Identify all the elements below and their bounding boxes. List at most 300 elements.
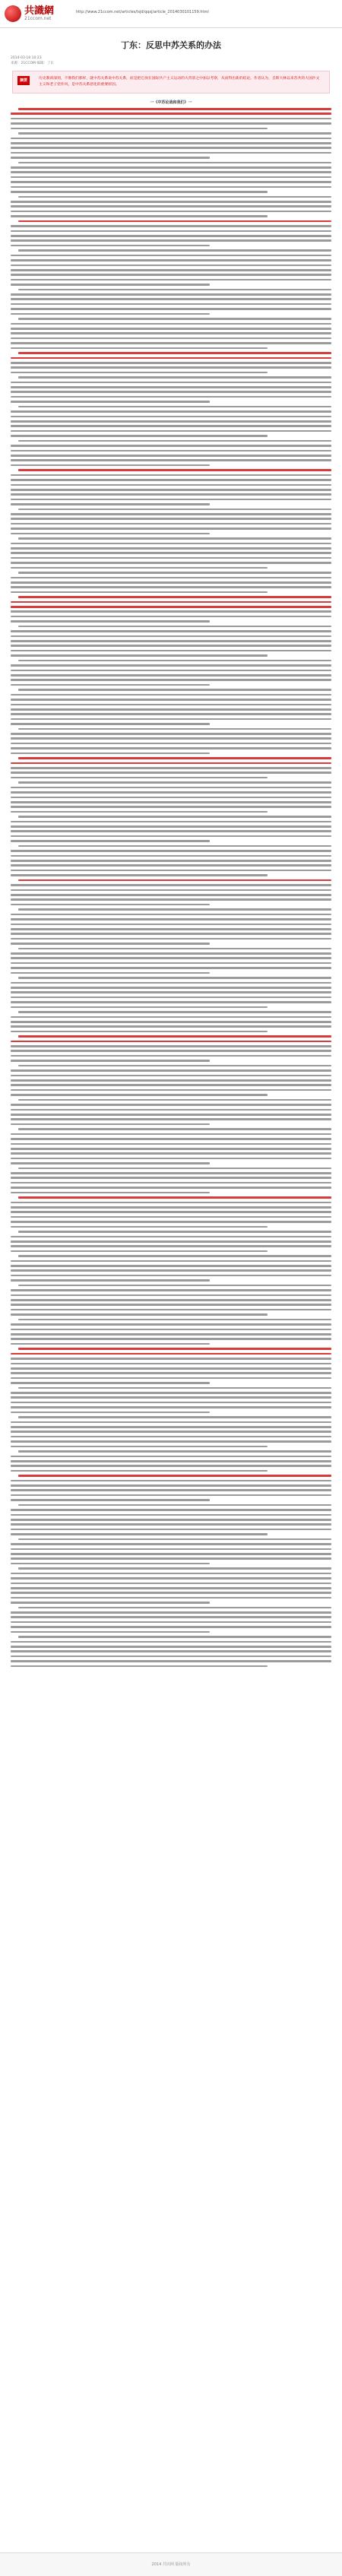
text-line: [11, 840, 210, 842]
abstract-tag: 摘要: [17, 76, 30, 85]
text-line: [11, 777, 268, 779]
text-line: [11, 1031, 268, 1033]
article-title: 丁东：反思中苏关系的办法: [121, 40, 221, 50]
text-line: [11, 391, 331, 393]
text-line: [11, 239, 331, 242]
text-line: [11, 259, 331, 261]
text-line: [11, 699, 331, 701]
text-line: [18, 626, 331, 628]
text-line: [18, 108, 331, 110]
page-footer: [0, 2552, 342, 2576]
text-line: [11, 523, 331, 525]
text-line: [11, 894, 331, 896]
article-date: 2014-03-18 10:23: [11, 56, 42, 60]
text-line: [11, 386, 331, 388]
text-line: [11, 562, 331, 564]
text-line: [11, 811, 268, 813]
text-line: [11, 430, 331, 433]
text-line: [11, 1412, 210, 1414]
text-line: [11, 694, 331, 696]
text-line: [18, 1128, 331, 1130]
text-line: [11, 860, 331, 862]
text-line: [18, 132, 331, 135]
text-line: [18, 406, 331, 408]
text-line: [11, 616, 331, 618]
text-line: [11, 1123, 210, 1126]
text-line: [11, 1250, 268, 1253]
text-line: [11, 1343, 210, 1345]
text-line: [11, 684, 210, 686]
text-line: [11, 1646, 331, 1648]
text-line: [18, 948, 331, 950]
site-logo[interactable]: [5, 3, 65, 24]
text-line: [11, 1289, 331, 1291]
text-line: [11, 284, 210, 286]
text-line: [11, 128, 268, 130]
text-line: [11, 186, 331, 189]
text-line: [11, 112, 331, 115]
text-line: [11, 211, 331, 213]
text-line: [11, 753, 210, 755]
text-line: [11, 1187, 331, 1189]
text-line: [11, 1211, 331, 1213]
text-line: [11, 489, 331, 491]
paragraph: [11, 249, 331, 285]
text-line: [11, 1162, 210, 1164]
paragraph: [11, 108, 331, 129]
text-line: [11, 279, 331, 281]
text-line: [11, 1109, 331, 1111]
text-line: [11, 1094, 268, 1096]
paragraph: [11, 977, 331, 1008]
text-line: [11, 1592, 331, 1594]
paragraph: [11, 289, 331, 315]
text-line: [11, 1260, 331, 1263]
text-line: [11, 1304, 331, 1306]
text-line: [11, 1041, 331, 1043]
text-line: [18, 1567, 331, 1570]
text-line: [11, 181, 331, 183]
text-line: [11, 924, 331, 926]
text-line: [11, 733, 331, 735]
text-line: [11, 245, 210, 247]
text-line: [11, 1104, 331, 1106]
text-line: [18, 1196, 331, 1199]
text-line: [11, 1075, 331, 1077]
text-line: [11, 884, 331, 886]
paragraph: [11, 1450, 331, 1472]
text-line: [11, 347, 268, 350]
text-line: [11, 293, 331, 296]
text-line: [11, 1158, 331, 1160]
text-line: [11, 943, 210, 945]
text-line: [11, 713, 331, 715]
text-line: [11, 855, 331, 857]
text-line: [11, 787, 331, 789]
text-line: [11, 328, 331, 330]
paragraph: [11, 626, 331, 657]
text-line: [18, 440, 331, 442]
text-line: [11, 362, 331, 364]
text-line: [11, 1396, 331, 1399]
text-line: [11, 230, 331, 233]
paragraph: [11, 1504, 331, 1535]
paragraph: [11, 948, 331, 974]
text-line: [18, 537, 331, 540]
article-meta[interactable]: 来源：21CCOM 编辑：丁东: [11, 62, 54, 65]
text-line: [11, 503, 210, 505]
text-line: [11, 474, 331, 477]
paragraph: [11, 1285, 331, 1316]
paragraph: [11, 1255, 331, 1282]
text-line: [11, 1133, 331, 1136]
text-line: [11, 606, 331, 608]
text-line: [11, 1172, 331, 1174]
text-line: [11, 967, 331, 969]
paragraph: [11, 1168, 331, 1194]
text-line: [11, 157, 210, 159]
text-line: [11, 821, 331, 823]
text-line: [18, 1065, 331, 1067]
text-line: [11, 1460, 331, 1462]
text-line: [11, 1245, 331, 1247]
paragraph: [11, 816, 331, 842]
paragraph: [11, 376, 331, 403]
text-line: [18, 689, 331, 691]
text-line: [11, 1587, 331, 1589]
text-line: [11, 166, 331, 169]
text-line: [11, 138, 331, 140]
text-line: [11, 762, 331, 765]
text-line: [11, 1372, 331, 1374]
text-line: [11, 1470, 268, 1472]
text-line: [11, 1016, 331, 1019]
text-line: [11, 1055, 331, 1057]
text-line: [11, 1079, 331, 1082]
text-line: [11, 620, 210, 623]
text-line: [11, 255, 331, 257]
text-line: [11, 898, 331, 901]
paragraph: [11, 1636, 331, 1667]
text-line: [11, 928, 331, 930]
text-line: [11, 1499, 210, 1501]
text-line: [18, 1011, 331, 1013]
text-line: [11, 962, 331, 965]
paragraph: [11, 220, 331, 247]
paragraph: [11, 757, 331, 778]
text-line: [11, 274, 331, 276]
text-line: [11, 723, 210, 725]
text-line: [11, 581, 331, 584]
text-line: [18, 1607, 331, 1609]
text-line: [11, 1446, 268, 1448]
text-line: [11, 933, 331, 935]
text-line: [11, 499, 331, 501]
text-line: [11, 674, 331, 676]
text-line: [11, 1226, 268, 1228]
text-line: [11, 225, 331, 227]
text-line: [18, 1168, 331, 1170]
text-line: [11, 1665, 268, 1668]
text-line: [11, 918, 331, 920]
paragraph: [11, 845, 331, 876]
text-line: [11, 122, 331, 125]
text-line: [11, 366, 331, 369]
text-line: [11, 1626, 331, 1628]
text-line: [11, 889, 331, 892]
paragraph: [11, 1319, 331, 1345]
text-line: [11, 1329, 331, 1331]
text-line: [18, 908, 331, 911]
text-line: [11, 850, 331, 852]
text-line: [11, 176, 331, 179]
text-line: [11, 1523, 331, 1526]
text-line: [18, 1231, 331, 1233]
text-line: [11, 1431, 331, 1433]
text-line: [11, 269, 331, 271]
text-line: [11, 1421, 331, 1424]
text-line: [18, 1504, 331, 1507]
paragraph: [11, 660, 331, 686]
text-line: [18, 1416, 331, 1418]
text-line: [11, 191, 268, 193]
paragraph: [11, 572, 331, 593]
text-line: [11, 1363, 331, 1365]
text-line: [11, 704, 331, 706]
text-line: [11, 416, 331, 418]
text-line: [11, 1514, 331, 1516]
text-line: [11, 464, 210, 467]
text-line: [11, 1275, 331, 1277]
text-line: [11, 1114, 331, 1116]
text-line: [11, 479, 331, 481]
text-line: [11, 1138, 331, 1140]
paragraph: [11, 1348, 331, 1383]
paragraph: [11, 1416, 331, 1447]
text-line: [11, 450, 331, 452]
text-line: [11, 303, 331, 306]
text-line: [11, 265, 331, 267]
text-line: [11, 1519, 331, 1521]
text-line: [11, 1025, 331, 1028]
text-line: [11, 601, 331, 604]
text-line: [11, 147, 331, 149]
text-line: [11, 1177, 331, 1179]
text-line: [11, 455, 331, 457]
text-line: [11, 864, 331, 867]
text-line: [11, 591, 268, 594]
text-line: [11, 1265, 331, 1267]
paragraph: [11, 537, 331, 569]
text-line: [11, 577, 331, 579]
text-line: [11, 323, 331, 325]
text-line: [18, 728, 331, 730]
text-line: [11, 142, 331, 144]
text-line: [11, 987, 331, 989]
text-line: [11, 171, 331, 173]
text-line: [18, 352, 331, 354]
footer-text: 2014 共识网 版权所有: [151, 2562, 191, 2567]
text-line: [11, 630, 331, 632]
text-line: [11, 1089, 331, 1092]
text-line: [11, 1543, 331, 1545]
text-line: [11, 1069, 331, 1072]
text-line: [11, 298, 331, 300]
text-line: [11, 1494, 331, 1497]
text-line: [11, 1021, 331, 1023]
text-line: [18, 879, 331, 882]
text-line: [11, 1294, 331, 1297]
text-line: [11, 337, 331, 340]
paragraph: [11, 1475, 331, 1501]
text-line: [11, 679, 331, 681]
text-line: [11, 972, 210, 974]
paragraph: [11, 196, 331, 217]
paragraph: [11, 1567, 331, 1603]
text-line: [11, 1382, 210, 1384]
text-line: [18, 757, 331, 759]
text-line: [11, 1313, 268, 1316]
text-line: [11, 1436, 331, 1438]
text-line: [11, 1240, 331, 1243]
text-line: [11, 1392, 331, 1394]
paragraph: [11, 1035, 331, 1062]
text-line: [11, 1333, 331, 1336]
section-title: 一《中苏论战和我们》一: [150, 100, 192, 105]
text-line: [11, 1309, 331, 1311]
text-line: [11, 382, 331, 384]
text-line: [11, 1402, 331, 1404]
abstract-text: 历史教训深刻，不像我们那样，就中苏关系说中苏关系，而是把它放在国际共产主义运动的大背景之中加以考察，从而得出新的结论。作者认为，自斯大林以来苏共的大国沙文主义和老子党作风，是中苏关系恶化的重要原因。: [39, 77, 320, 87]
paragraph: [11, 1607, 331, 1633]
paragraph: [11, 440, 331, 467]
text-line: [18, 1538, 331, 1541]
text-line: [11, 640, 331, 642]
text-line: [11, 1440, 331, 1443]
text-line: [11, 610, 331, 613]
text-line: [11, 342, 331, 344]
text-line: [11, 1045, 331, 1047]
paragraph: [11, 1196, 331, 1228]
text-line: [11, 235, 331, 237]
text-line: [11, 1006, 268, 1009]
text-line: [11, 1597, 331, 1599]
text-line: [18, 781, 331, 784]
text-line: [11, 982, 331, 984]
text-line: [11, 797, 331, 799]
text-line: [11, 1143, 331, 1145]
text-line: [11, 401, 210, 403]
paragraph: [11, 908, 331, 944]
text-line: [18, 509, 331, 511]
text-line: [11, 410, 331, 413]
text-line: [11, 1465, 331, 1467]
text-line: [11, 767, 331, 769]
text-line: [11, 747, 331, 749]
text-line: [11, 543, 331, 545]
text-line: [11, 874, 268, 876]
text-line: [11, 1001, 331, 1003]
paragraph: [11, 596, 331, 623]
text-line: [11, 991, 331, 993]
text-line: [11, 1573, 331, 1575]
paragraph: [11, 689, 331, 724]
text-line: [11, 708, 331, 711]
text-line: [11, 1323, 331, 1326]
site-name: 共識網: [24, 5, 55, 17]
text-line: [18, 376, 331, 379]
text-line: [11, 1206, 331, 1209]
text-line: [11, 1650, 331, 1652]
text-line: [11, 1236, 331, 1238]
text-line: [11, 1377, 331, 1380]
text-line: [11, 1509, 331, 1511]
site-header: [0, 0, 342, 28]
text-line: [11, 635, 331, 638]
text-line: [18, 1636, 331, 1638]
text-line: [11, 654, 268, 657]
text-line: [18, 1348, 331, 1350]
text-line: [11, 791, 331, 794]
text-line: [11, 1279, 210, 1282]
text-line: [11, 215, 268, 217]
text-line: [11, 533, 210, 535]
text-line: [11, 870, 331, 872]
page-url: http://www.21ccom.net/articles/lsjd/qqsj/article_2014030101159.html: [76, 10, 209, 14]
text-line: [11, 806, 331, 808]
text-line: [18, 196, 331, 198]
text-line: [11, 513, 331, 515]
text-line: [18, 1035, 331, 1038]
text-line: [11, 152, 331, 154]
text-line: [18, 660, 331, 662]
text-line: [11, 718, 331, 721]
text-line: [18, 845, 331, 848]
text-line: [11, 396, 331, 398]
paragraph: [11, 469, 331, 505]
paragraph: [11, 1011, 331, 1032]
text-line: [11, 308, 331, 310]
text-line: [11, 1338, 331, 1340]
paragraph: [11, 162, 331, 193]
text-line: [11, 518, 331, 520]
paragraph: [11, 1099, 331, 1126]
text-line: [11, 420, 331, 423]
article-body: [0, 28, 342, 1667]
text-line: [18, 572, 331, 574]
text-line: [11, 670, 331, 672]
text-line: [11, 1641, 331, 1643]
text-line: [11, 425, 331, 427]
text-line: [11, 1050, 331, 1052]
paragraph: [11, 1387, 331, 1414]
text-line: [11, 996, 331, 999]
text-line: [11, 835, 331, 838]
text-line: [11, 830, 331, 832]
text-line: [11, 1182, 331, 1184]
text-line: [11, 1148, 331, 1150]
text-line: [11, 1216, 331, 1218]
text-line: [11, 737, 331, 740]
text-line: [18, 1285, 331, 1287]
text-line: [11, 201, 331, 203]
text-line: [11, 372, 268, 374]
text-line: [11, 1533, 268, 1535]
text-line: [11, 567, 268, 569]
text-line: [11, 1557, 331, 1560]
text-line: [11, 557, 331, 559]
text-line: [11, 1192, 210, 1194]
